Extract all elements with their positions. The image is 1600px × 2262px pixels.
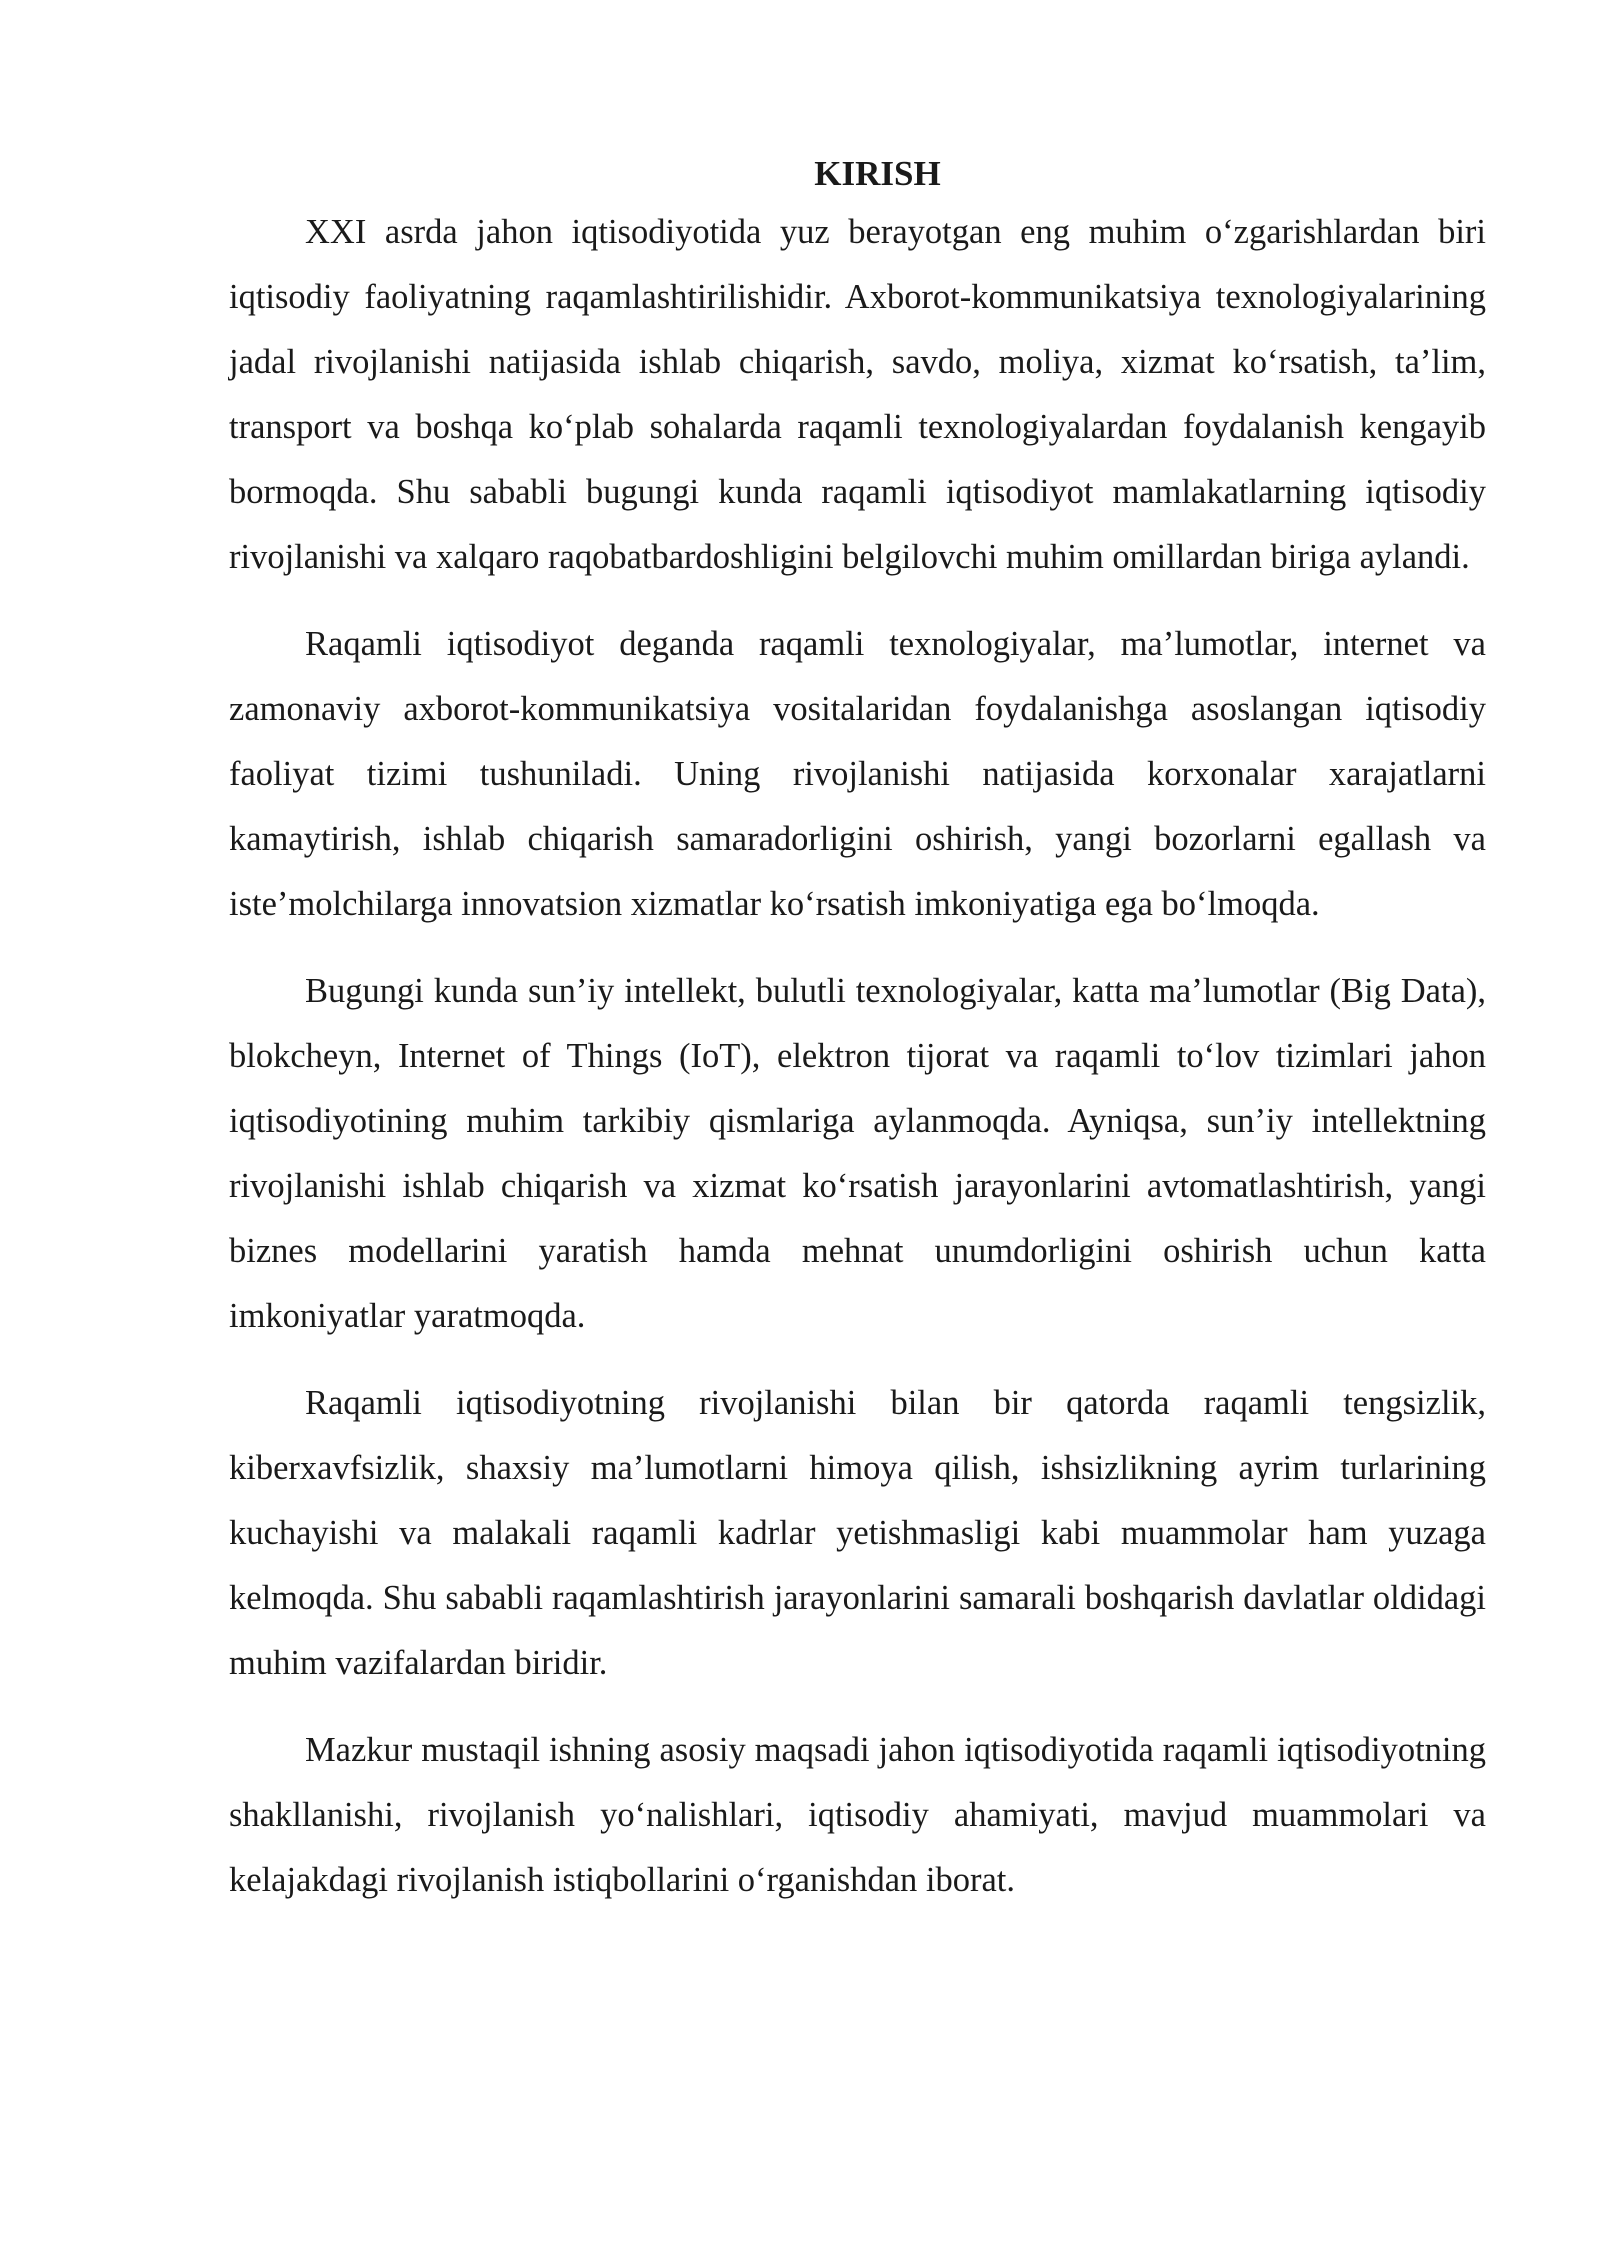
paragraph-3: Bugungi kunda sun’iy intellekt, bulutli texnologiyalar, katta ma’lumotlar (Big Data), blokcheyn, Internet of Things (IoT), elektron tijorat va raqamli to‘lov tizimlari jahon iqtisodiyotining muhim tarkibiy qismlariga aylanmoqda. Ayniqsa, sun’iy intellektning rivojlanishi ishlab chiqarish va xizmat ko‘rsatish jarayonlarini avtomatlashtirish, yangi biznes modellarini yaratish hamda mehnat unumdorligini oshirish uchun katta imkoniyatlar yaratmoqda.: [229, 972, 1486, 1335]
section-title: KIRISH: [814, 154, 941, 193]
document-body: [229, 148, 1486, 1913]
paragraph-5: Mazkur mustaqil ishning asosiy maqsadi jahon iqtisodiyotida raqamli iqtisodiyotning shakllanishi, rivojlanish yo‘nalishlari, iqtisodiy ahamiyati, mavjud muammolari va kelajakdagi rivojlanish istiqbollarini o‘rganishdan iborat.: [229, 1731, 1486, 1899]
paragraph-4: Raqamli iqtisodiyotning rivojlanishi bilan bir qatorda raqamli tengsizlik, kiberxavfsizlik, shaxsiy ma’lumotlarni himoya qilish, ishsizlikning ayrim turlarining kuchayishi va malakali raqamli kadrlar yetishmasligi kabi muammolar ham yuzaga kelmoqda. Shu sababli raqamlashtirish jarayonlarini samarali boshqarish davlatlar oldidagi muhim vazifalardan biridir.: [229, 1384, 1486, 1682]
paragraph-2: Raqamli iqtisodiyot deganda raqamli texnologiyalar, ma’lumotlar, internet va zamonaviy axborot-kommunikatsiya vositalaridan foydalanishga asoslangan iqtisodiy faoliyat tizimi tushuniladi. Uning rivojlanishi natijasida korxonalar xarajatlarni kamaytirish, ishlab chiqarish samaradorligini oshirish, yangi bozorlarni egallash va iste’molchilarga innovatsion xizmatlar ko‘rsatish imkoniyatiga ega bo‘lmoqda.: [229, 625, 1486, 923]
paragraph-1: XXI asrda jahon iqtisodiyotida yuz berayotgan eng muhim o‘zgarishlardan biri iqtisodiy faoliyatning raqamlashtirilishidir. Axborot-kommunikatsiya texnologiyalarining jadal rivojlanishi natijasida ishlab chiqarish, savdo, moliya, xizmat ko‘rsatish, ta’lim, transport va boshqa ko‘plab sohalarda raqamli texnologiyalardan foydalanish kengayib bormoqda. Shu sababli bugungi kunda raqamli iqtisodiyot mamlakatlarning iqtisodiy rivojlanishi va xalqaro raqobatbardoshligini belgilovchi muhim omillardan biriga aylandi.: [229, 213, 1486, 576]
